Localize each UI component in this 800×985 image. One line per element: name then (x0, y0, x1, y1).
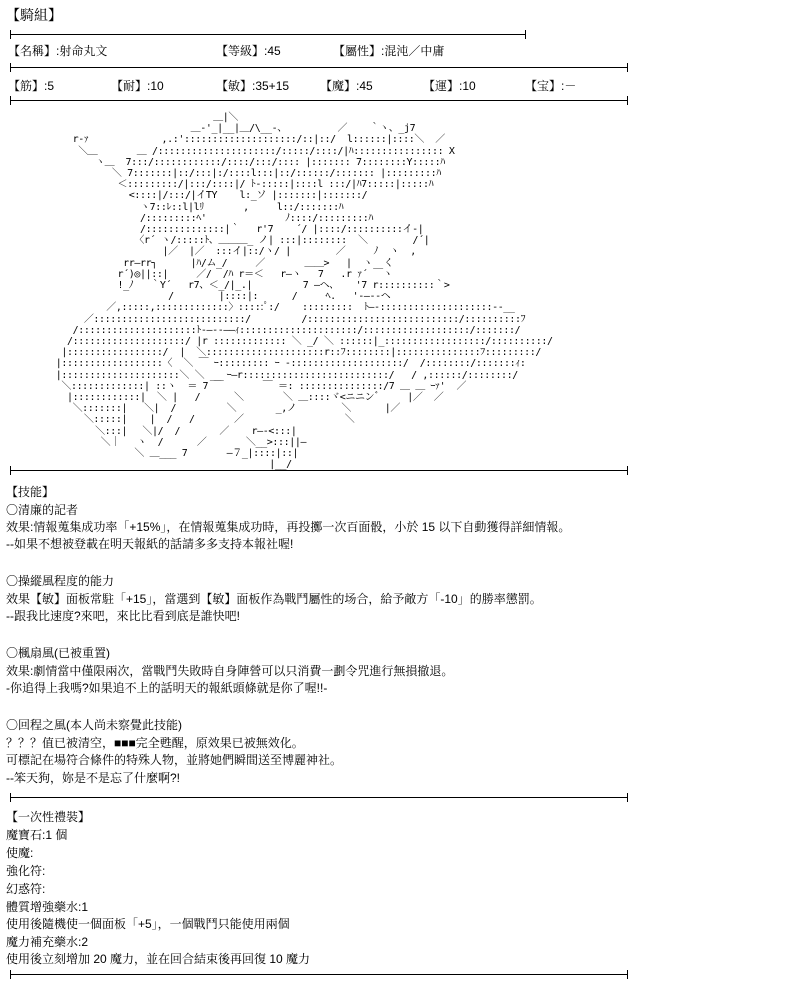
page-title: 【騎組】 (6, 7, 62, 23)
ascii-art-portrait: ＿|＼ ＿-'_|__|＿/\__-、 ／ ｀ヽ、_j7 r-ｧ ,.:'::::::::::::::::::::/::|::/ l::::::|::::＼ ／ ＼＿ ＿ /:::::::::::::::::::::/:::::/::::/|ﾊ:::::::::::::::: X ヽ＿ 7:::/::::::::::::/::::/:::/:::: |::::::: 7::::::::Y:::::ﾊ ＼ 7:::::::|::/:::|:/::::l:::|::/::::::/::::::: |:::::::::ﾊ ＜:::::::::/|:::/::::|/ ﾄ-:::::|::::l :::/|ﾊ7:::::|:::::ﾊ <::::|/:::/|イTY l:_ソ |:::::::|:::::::/ ヽ7::ﾚ::l|lﾘ , l::/:::::::ﾊ /:::::::::ﾍ' ﾉ::::/:::::::::ﾊ /::::::::::::::|｀ r'7 ´/ |::::/::::::::::イ-| 〈r´ ヽ/:::::ﾄ、＿＿＿_ ノ| :::|:::::::: ＼ /´| |／ |／ :::イ|::/ヽ/ | ／ ﾉ ヽ , rr―rr┐ |ﾊ/ム_/ ／ ＿＿> | ヽ く r´)◎||::| ／/ /ﾊ r＝＜ r―ヽ 7 .r ｧ´ ￣ヽ !_ﾉ ｀Y´ r7、＜_/|_.| 7 ―ヘ、 '7 r::::::::::｀> / |::::|: / ﾍ. '-―--ヘ ／,:::::,:::::::::::::〉:::::ﾟ:/ ::::::::: ﾄ―-::::::::::::::::::::--__ ／:::::::::::::::::::::::::::/ /:::::::::::::::::::::::::::/::::::::::ﾌ /:::::::::::::::::::::ﾄ-―--――ｨ:::::::::::::::::::::/:::::::::::::::::::/:::::::/ /::::::::::::::::::::/ |r ::::::::::::: ＼ _/ ＼ ::::::|_::::::::::::::::::/::::::::::/ |:::::::::::::::::/ | ＼:::::::::::::::::::::r::ﾌ::::::::|:::::::::::::::ﾌ:::::::::/ |::::::::::::::::::〈 ＼ ￣ ｰ::::::::: ｰ ‐::::::::::::::::::::/ /::::::::/:::::::ｨ: |:::::::::::::::::::::＼ ＼ __ ｰ―r::::::::::::::::::::::::::/ / ,::::::/::::::::/ ＼:::::::::::::| ::ヽ ＝ 7 ￣ ￣ ＝: :::::::::::::::/7 ＿ ＿ ｰｧ' ／ |::::::::::::| ＼ | / ＼ ＼ ＿::::ヾ<ニニンﾞ |／ ／ ＼:::::::| ＼| / ＼ _,ノ ＼ |／ ＼:::::| | / / ／ ＼ ＼:::| ＼|/ / ／ r―-<:::| ＼｜ ヽ / ／ ＼__>:::||― ＼ ＿___ 7 ―７_|::::|::| |__/ (55, 112, 553, 471)
skill-1-effect: 效果:情報蒐集成功率「+15%」，在情報蒐集成功時，再投擲一次百面骰，小於 15 以下自動獲得詳細情報。 (6, 520, 571, 534)
stat-con: 【耐】:10 (111, 79, 164, 93)
profile-top-rule (10, 34, 525, 35)
skill-4-line-1: ？？？值已被清空，■■■完全甦醒，原效果已被無效化。 (6, 736, 304, 750)
skill-2-effect: 效果【敏】面板常駐「+15」，當選到【敏】面板作為戰鬥屬性的场合，給予敵方「-10」的勝率懲罰。 (6, 592, 542, 606)
stats-bottom-tick-right (627, 96, 628, 105)
skill-2-flavor: --跟我比速度?來吧，來比比看到底是誰快吧! (6, 609, 241, 623)
stat-agi: 【敏】:35+15 (216, 79, 290, 93)
item-enhance-talisman: 強化符: (6, 864, 46, 878)
skills-top-rule (10, 470, 627, 471)
items-top-tick-right (627, 793, 628, 802)
profile-level: 【等級】:45 (216, 44, 281, 58)
items-top-rule (10, 797, 627, 798)
items-bottom-tick-left (10, 970, 11, 979)
skills-top-tick-left (10, 466, 11, 475)
skill-2-title: 〇操縱風程度的能力 (6, 574, 115, 588)
profile-tick-right (525, 30, 526, 39)
stats-bottom-rule (10, 100, 627, 101)
item-magic-gem: 魔寶石:1 個 (6, 828, 68, 842)
stats-tick-right (627, 63, 628, 72)
stats-tick-left (10, 63, 11, 72)
profile-name: 【名稱】:射命丸文 (8, 44, 108, 58)
skill-3-effect: 效果:劇情當中僅限兩次，當戰鬥失敗時自身陣營可以只消費一劃令咒進行無損撤退。 (6, 664, 454, 678)
skill-4-flavor: --笨天狗，妳是不是忘了什麼啊?! (6, 771, 181, 785)
skill-1-flavor: --如果不想被登載在明天報紙的話請多多支持本報社喔! (6, 537, 294, 551)
skill-4-title: 〇回程之風(本人尚未察覺此技能) (6, 718, 182, 732)
stat-np: 【宝】:－ (525, 79, 577, 93)
stat-str: 【筋】:5 (8, 79, 55, 93)
items-bottom-tick-right (627, 970, 628, 979)
items-header: 【一次性禮裝】 (6, 810, 91, 824)
skill-1-title: 〇清廉的記者 (6, 503, 79, 517)
item-familiar: 使魔: (6, 846, 34, 860)
profile-attribute: 【屬性】:混沌／中庸 (333, 44, 445, 58)
item-mana-potion-desc: 使用後立刻增加 20 魔力，並在回合結束後再回復 10 魔力 (6, 952, 311, 966)
stat-luck: 【運】:10 (423, 79, 476, 93)
skill-4-line-2: 可標記在場符合條件的特殊人物，並將她們瞬間送至博麗神社。 (6, 753, 343, 767)
item-illusion-talisman: 幻惑符: (6, 882, 46, 896)
items-bottom-rule (10, 974, 627, 975)
item-body-potion-desc: 使用後隨機使一個面板「+5」，一個戰鬥只能使用兩個 (6, 917, 290, 931)
skills-top-tick-right (627, 466, 628, 475)
item-body-potion: 體質增強藥水:1 (6, 900, 89, 914)
profile-bottom-rule (10, 67, 627, 68)
profile-tick-left (10, 30, 11, 39)
skill-3-title: 〇楓扇風(已被重置) (6, 646, 110, 660)
items-top-tick-left (10, 793, 11, 802)
skill-3-flavor: -你追得上我嗎?如果追不上的話明天的報紙頭條就是你了喔!!- (6, 681, 328, 695)
stat-mag: 【魔】:45 (320, 79, 373, 93)
item-mana-potion: 魔力補充藥水:2 (6, 935, 89, 949)
stats-bottom-tick-left (10, 96, 11, 105)
skills-header: 【技能】 (6, 485, 55, 499)
